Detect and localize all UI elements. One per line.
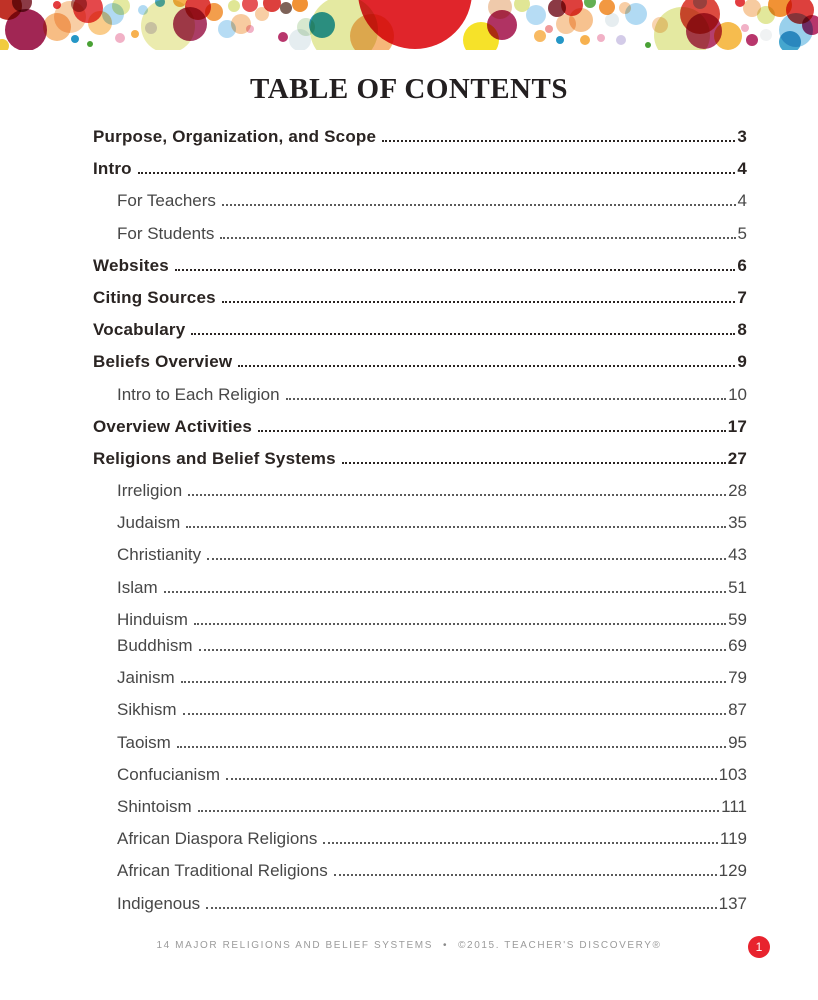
decorative-bubble [545,25,553,33]
toc-entry-label: Taoism [117,732,171,752]
toc-entry-label: Islam [117,577,158,597]
toc-entry-label: Citing Sources [93,287,216,307]
toc-entry-page: 69 [728,636,747,655]
toc-dot-leader [186,514,726,528]
toc-entry [93,320,747,352]
toc-entry-label: Religions and Belief Systems [93,448,336,468]
toc-dot-leader [207,546,726,560]
toc-dot-leader [226,766,717,780]
toc-dot-leader [183,701,727,715]
toc-entry-label: Purpose, Organization, and Scope [93,127,377,146]
toc-dot-leader [175,257,735,271]
toc-entry-page: 59 [728,609,747,629]
decorative-bubble [605,13,619,27]
toc-dot-leader [286,386,727,400]
decorative-bubble [131,30,139,38]
toc-entry-label: Overview Activities [93,416,253,436]
decorative-bubble [556,36,564,44]
toc-dot-leader [199,637,726,651]
decorative-bubble [779,31,801,50]
toc-entry-page: 27 [727,448,747,468]
toc-dot-leader [222,289,736,303]
toc-entry-label: For Teachers [117,191,216,211]
toc-entry-page: 95 [728,732,747,752]
decorative-bubble [597,34,605,42]
toc-entry-page: 4 [737,191,747,211]
page-number-badge [748,936,770,958]
toc-entry [93,700,747,732]
toc-entry-label: African Traditional Religions [117,861,328,881]
decorative-bubble [580,35,590,45]
toc-dot-leader [188,482,726,496]
toc-entry-label: Websites [93,255,169,275]
decorative-bubble [760,29,772,41]
toc-entry [93,636,747,668]
toc-entry-label: Beliefs Overview [93,352,233,372]
toc-entry [93,861,747,893]
toc-dot-leader [382,128,735,142]
toc-entry-label: Christianity [117,545,202,565]
footer-book-title: 14 MAJOR RELIGIONS AND BELIEF SYSTEMS [156,940,433,951]
toc-entry [93,127,747,159]
toc-dot-leader [194,611,726,625]
decorative-bubble [115,33,125,43]
decorative-bubble [205,3,223,21]
toc-dot-leader [138,160,736,174]
decorative-bubble [534,30,546,42]
toc-entry [93,417,747,449]
toc-entry-label: Irreligion [117,481,183,501]
decorative-bubble [741,24,749,32]
decorative-bubble [616,35,626,45]
toc-entry [93,449,747,481]
toc-entry-label: Shintoism [117,796,192,816]
toc-entry [93,829,747,861]
toc-entry-label: Judaism [117,513,181,533]
toc-entry-page: 3 [737,127,747,146]
toc-entry-label: Jainism [117,668,175,688]
toc-entry-label: Intro [93,159,132,179]
header-decoration [0,0,818,50]
decorative-bubble [645,42,651,48]
toc-dot-leader [198,798,720,812]
decorative-bubble [246,25,254,33]
toc-entry-page: 51 [728,577,747,597]
toc-entry [93,797,747,829]
toc-entry [93,513,747,545]
toc-entry [93,159,747,191]
toc-dot-leader [164,579,726,593]
toc-entry-label: Vocabulary [93,320,186,340]
toc-entry-label: Hinduism [117,609,188,629]
toc-entry-page: 111 [721,796,747,816]
toc-entry-page: 7 [737,287,747,307]
toc-dot-leader [206,895,716,909]
toc-entry [93,224,747,256]
toc-entry [93,288,747,320]
toc-dot-leader [334,862,717,876]
toc-entry-page: 103 [718,764,747,784]
toc-entry-label: Indigenous [117,893,201,913]
toc-entry [93,481,747,513]
toc-entry-label: African Diaspora Religions [117,829,318,849]
toc-dot-leader [222,192,736,206]
toc-dot-leader [177,734,726,748]
decorative-bubble [526,5,546,25]
toc-dot-leader [258,418,726,432]
toc-entry-label: Sikhism [117,700,177,720]
toc-entry-page: 28 [728,481,747,501]
toc-entry [93,545,747,577]
footer-bullet: • [442,940,449,951]
toc-entry [93,385,747,417]
toc-dot-leader [342,450,726,464]
toc-entry-label: Confucianism [117,764,220,784]
decorative-bubble [292,0,308,12]
decorative-bubble [569,8,593,32]
toc-entry-page: 9 [737,352,747,372]
decorative-bubble [228,0,240,12]
toc-dot-leader [238,353,735,367]
toc-dot-leader [191,321,735,335]
toc-dot-leader [323,830,718,844]
toc-entry-page: 10 [728,384,747,404]
decorative-bubble [71,35,79,43]
toc-entry-page: 43 [728,545,747,565]
toc-entry-page: 4 [737,159,747,179]
toc-entry-page: 8 [737,320,747,340]
decorative-bubble [619,2,631,14]
toc-entry-page: 17 [727,416,747,436]
toc-entry-label: Intro to Each Religion [117,384,280,404]
decorative-bubble [5,9,47,50]
footer-copyright: ©2015. TEACHER'S DISCOVERY® [458,940,662,951]
toc-entry-page: 79 [728,668,747,688]
toc-entry [93,765,747,797]
decorative-bubble [53,1,61,9]
decorative-bubble [746,34,758,46]
toc-entry-label: Buddhism [117,636,193,655]
toc-entry [93,578,747,610]
toc-entry-page: 6 [737,255,747,275]
toc-entry-label: For Students [117,223,215,243]
toc-entry [93,894,747,926]
toc-dot-leader [181,669,726,683]
toc-entry [93,733,747,765]
page-number: 1 [755,940,763,954]
page-footer [0,940,818,951]
page-title: TABLE OF CONTENTS [250,73,568,106]
toc-entry-page: 137 [718,893,747,913]
toc-entry-page: 5 [737,223,747,243]
decorative-bubble [263,0,281,12]
toc-entry [93,191,747,223]
decorative-bubble [278,32,288,42]
decorative-bubble [714,22,742,50]
decorative-bubble [112,0,130,15]
toc-list [93,127,747,926]
decorative-bubble [280,2,292,14]
toc-entry [93,256,747,288]
decorative-bubble [584,0,596,8]
toc-entry-page: 87 [728,700,747,720]
toc-entry-page: 35 [728,513,747,533]
decorative-bubble [87,41,93,47]
toc-entry [93,668,747,700]
toc-entry [93,352,747,384]
toc-entry-page: 129 [718,861,747,881]
toc-entry-page: 119 [719,829,747,849]
toc-dot-leader [220,225,735,239]
